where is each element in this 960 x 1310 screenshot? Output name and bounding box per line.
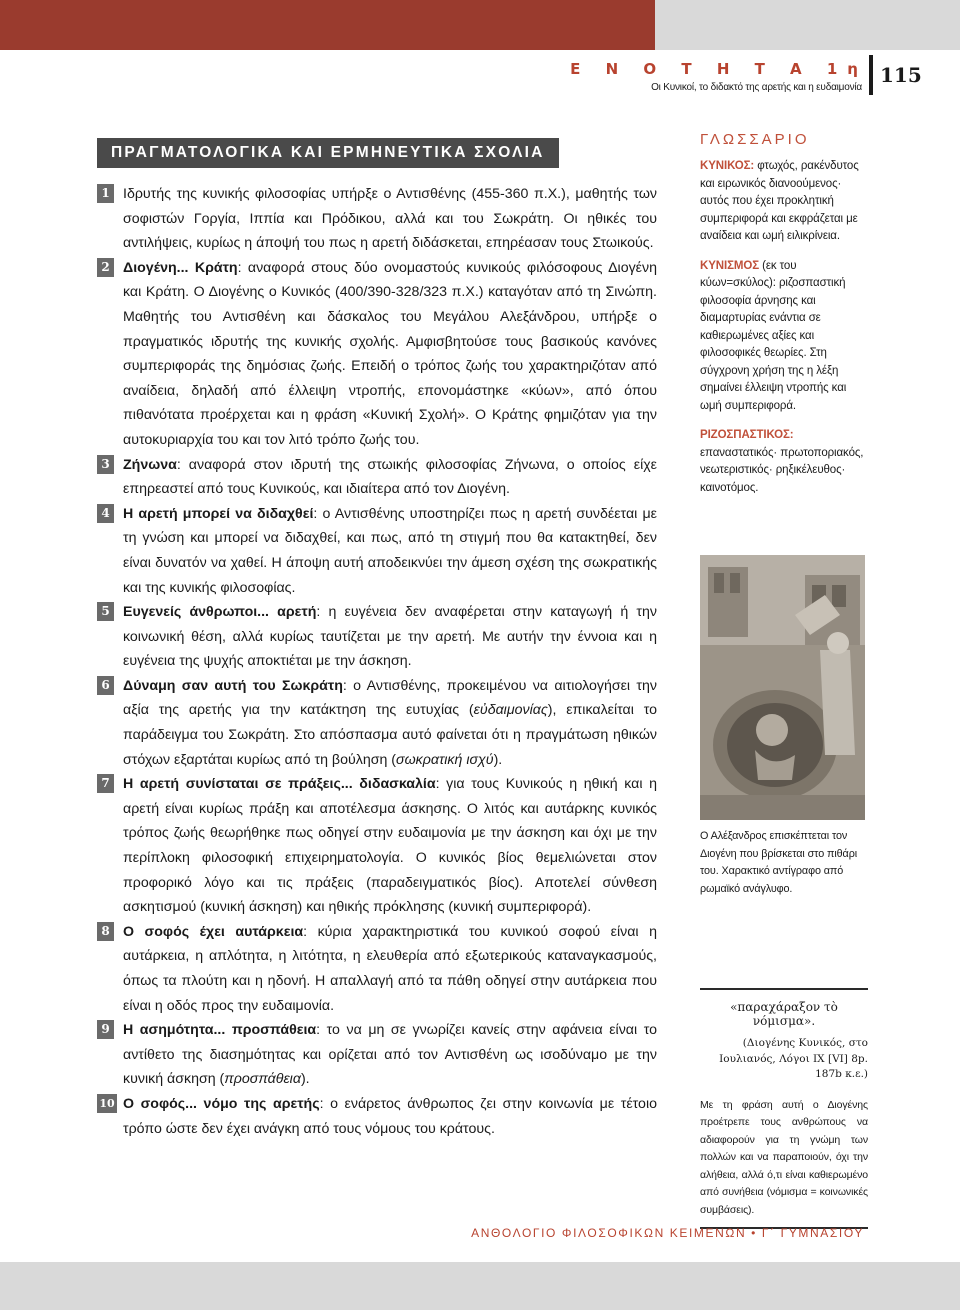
note-text: ). [300, 1071, 310, 1088]
note-text: σωκρατική ισχύ [396, 751, 494, 768]
glossary-title: ΓΛΩΣΣΑΡΙΟ [700, 131, 810, 148]
chapter-title: Ε Ν Ο Τ Η Τ Α 1η [570, 60, 868, 78]
note-text: : η ευγένεια δεν αναφέρεται στην καταγωγή ή την κοινωνική θέση, αλλά κυρίως ταυτίζεται με την αρετή. Με αυτήν την έννοια και η ευγένεια της ψυχής αποκτιέται με την άσκηση. [123, 604, 657, 670]
glossary-definition: (εκ του κύων=σκύλος): ριζοσπαστική φιλοσοφία άρνησης και διαμαρτυρίας ενάντια σε καθιερωμένες αξίες και φιλοσοφικές θεωρίες. Στη σύγχρονη χρήση της η λέξη σημαίνει έλλειψη ντροπής και ωμή συμπεριφορά. [700, 259, 847, 412]
note-lemma: Η αρετή μπορεί να διδαχθεί [123, 505, 314, 522]
quote-source: (Διογένης Κυνικός, στο Ιουλιανός, Λόγοι IX [VI] 8p. 187b κ.ε.) [719, 1037, 868, 1080]
top-band-grey [655, 0, 960, 50]
note-item [97, 600, 657, 674]
note-number: 6 [97, 676, 114, 695]
note-number: 4 [97, 504, 114, 523]
glossary-definition: επαναστατικός· πρωτοποριακός, νεωτεριστικός· ρηξικέλευθος· καινοτόμος. [700, 446, 864, 494]
note-lemma: Διογένη... Κράτη [123, 259, 238, 276]
quote-rule-top [700, 988, 868, 990]
note-text: : κύρια χαρακτηριστικά του κυνικού σοφού είναι η αυτάρκεια, η απλότητα, η λιτότητα, η ελευθερία από εξωτερικούς καταναγκασμούς, όπως τα πλούτη και η ηδονή. Η απαλλαγή από τα πάθη οδηγεί στην αυτάρκεια που είναι η οδός προς την ευδαιμονία. [123, 923, 657, 1014]
note-text: : ο Αντισθένης υποστηρίζει πως η αρετή συνδέεται με τη γνώση και μπορεί να διδαχθεί, και πως, από τη στιγμή που θα κατακτηθεί, δεν είναι δυνατόν να χαθεί. Η άποψη αυτή αποδεικνύει την άμεση σχέση της σωκρατικής και της κυνικής φιλοσοφίας. [123, 505, 657, 596]
note-lemma: Ευγενείς άνθρωποι... αρετή [123, 604, 317, 621]
glossary-term: ΚΥΝΙΣΜΟΣ [700, 259, 760, 272]
note-number: 1 [97, 184, 114, 203]
chapter-subtitle: Οι Κυνικοί, το διδακτό της αρετής και η ευδαιμονία [651, 82, 862, 93]
note-item [97, 1018, 657, 1092]
note-text: : ο ενάρετος άνθρωπος ζει στην κοινωνία με τέτοιο τρόπο ώστε δεν έχει ανάγκη από τους νόμους του κράτους. [123, 1095, 657, 1137]
note-text: : για τους Κυνικούς η ηθική και η αρετή είναι κυρίως πράξη και αποτέλεσμα άσκησης. Ο λιτός και αυτάρκης κυνικός τρόπος ζωής θεωρήθηκε πως οδηγεί στην ευδαιμονία με την άσκηση και όχι με την περίπλοκη φιλοσοφική επιχειρηματολογία. Ο κυνικός βίος θεμελιώνεται στον προφορικό λόγο και τις πράξεις (παραδειγματικός βίος). Αποτελεί σύνθεση ασκητισμού (κυνική άσκηση) και ηθικής πρόκλησης (κυνική συμπεριφορά). [123, 776, 658, 916]
note-text: ). [493, 751, 503, 768]
engraving-image [700, 555, 865, 820]
note-item [97, 182, 657, 256]
quote-box [700, 988, 868, 1229]
note-number: 3 [97, 455, 114, 474]
note-number: 8 [97, 922, 114, 941]
quote-explanation: Με τη φράση αυτή ο Διογένης προέτρεπε τους ανθρώπους να αδιαφορούν για τη γνώμη των πολλών και να παραποιούν, όχι την αλήθεια, αλλά ό,τι είναι καθιερωμένο από συνήθεια (νόμισμα = κοινωνικές συμβάσεις). [700, 1098, 868, 1216]
glossary-entry [700, 427, 870, 497]
note-item [97, 772, 657, 920]
note-item [97, 1092, 657, 1141]
note-text: προσπάθεια [224, 1071, 301, 1088]
figure-caption: Ο Αλέξανδρος επισκέπτεται τον Διογένη που βρίσκεται στο πιθάρι του. Χαρακτικό αντίγραφο από ρωμαϊκό ανάγλυφο. [700, 830, 858, 895]
note-item [97, 502, 657, 600]
note-text: Ιδρυτής της κυνικής φιλοσοφίας υπήρξε ο Αντισθένης (455-360 π.Χ.), μαθητής των σοφιστών Γοργία, Ιππία και Πρόδικου, αλλά και του Σωκράτη. Οι ηθικές του αντιλήψεις, κυρίως η άποψή του πως η αρετή διδάσκεται, επηρέασαν τους Στωικούς. [123, 186, 657, 252]
note-number: 5 [97, 602, 114, 621]
note-lemma: Ζήνωνα [123, 456, 177, 473]
header-divider [869, 55, 873, 95]
bottom-band [0, 1262, 960, 1310]
note-item [97, 453, 657, 502]
chapter-header [462, 60, 868, 93]
glossary-term: ΚΥΝΙΚΟΣ: [700, 160, 755, 172]
note-item [97, 920, 657, 1018]
note-text: : ο Αντισθένης, προκειμένου να αιτιολογήσει την αξία της αρετής για την κατάκτηση της ευτυχίας ( [123, 677, 658, 719]
note-lemma: Η αρετή συνίσταται σε πράξεις... διδασκαλία [123, 776, 436, 793]
glossary [700, 131, 870, 509]
top-band-accent [0, 0, 655, 50]
note-text: εὐδαιμονίας [473, 702, 548, 719]
note-text: ), επικαλείται το παράδειγμα του Σωκράτη. Στο απόσπασμα αυτό φαίνεται ότι η πραγμάτωση ηθικών στόχων εξαρτάται κυρίως από τη βούληση ( [123, 702, 657, 768]
note-lemma: Δύναμη σαν αυτή του Σωκράτη [123, 677, 343, 694]
section-title: ΠΡΑΓΜΑΤΟΛΟΓΙΚΑ ΚΑΙ ΕΡΜΗΝΕΥΤΙΚΑ ΣΧΟΛΙΑ [97, 138, 559, 168]
note-text: : το να μη σε γνωρίζει κανείς στην αφάνεια είναι το αντίθετο της διασημότητας και ορίζεται από τον Αντισθένη ως ισοδύναμο με την κυνική άσκηση ( [123, 1022, 657, 1088]
engraving-illustration [700, 555, 865, 820]
note-number: 10 [97, 1094, 117, 1113]
note-lemma: Ο σοφός έχει αυτάρκεια [123, 923, 304, 940]
note-item [97, 256, 657, 453]
glossary-entries [700, 158, 870, 497]
note-lemma: Η ασημότητα... προσπάθεια [123, 1022, 317, 1039]
note-lemma: Ο σοφός... νόμο της αρετής [123, 1095, 320, 1112]
page-number: 115 [880, 63, 922, 87]
note-text: : αναφορά στους δύο ονομαστούς κυνικούς φιλόσοφους Διογένη και Κράτη. Ο Διογένης ο Κυνικός (400/390-328/323 π.Χ.) καταγόταν από τη Σινώπη. Μαθητής του Αντισθένη και δάσκαλος του Μεγάλου Αλεξάνδρου, υπήρξε ο πραγματικός ιδρυτής της κυνικής σχολής. Αμφισβητούσε τους βασικούς κανόνες συμπεριφοράς της δημόσιας ζωής. Επειδή ο τρόπος ζωής του χαρακτηριζόταν από αναίδεια, δηλαδή από έλλειψη ντροπής, επονομάστηκε «κύων», από όπου πιθανότατα προέρχεται και η φράση «Κυνική Σχολή». Ο Κράτης φημιζόταν για την αυτοκυριαρχία του και τον λιτό τρόπο ζωής του. [123, 259, 657, 448]
top-band [0, 0, 960, 50]
notes-list [97, 182, 657, 1141]
glossary-term: ΡΙΖΟΣΠΑΣΤΙΚΟΣ: [700, 429, 794, 441]
note-number: 9 [97, 1020, 114, 1039]
glossary-entry [700, 258, 870, 416]
quote-text: «παραχάραξον τὸ νόμισμα». [730, 1000, 838, 1028]
note-item [97, 674, 657, 772]
note-text: : αναφορά στον ιδρυτή της στωικής φιλοσοφίας Ζήνωνα, ο οποίος είχε επηρεαστεί από τους Κυνικούς, και ιδιαίτερα από τον Διογένη. [123, 456, 657, 498]
note-number: 2 [97, 258, 114, 277]
note-number: 7 [97, 774, 114, 793]
glossary-definition: φτωχός, ρακένδυτος και ειρωνικός διανοούμενος· αυτός που έχει προκλητική συμπεριφορά και εκφράζεται με αναίδεια και ωμή ειλικρίνεια. [700, 160, 859, 242]
glossary-entry [700, 158, 870, 246]
book-footer: ΑΝΘΟΛΟΓΙΟ ΦΙΛΟΣΟΦΙΚΩΝ ΚΕΙΜΕΝΩΝ • Γ΄ ΓΥΜΝΑΣΙΟΥ [471, 1226, 864, 1240]
